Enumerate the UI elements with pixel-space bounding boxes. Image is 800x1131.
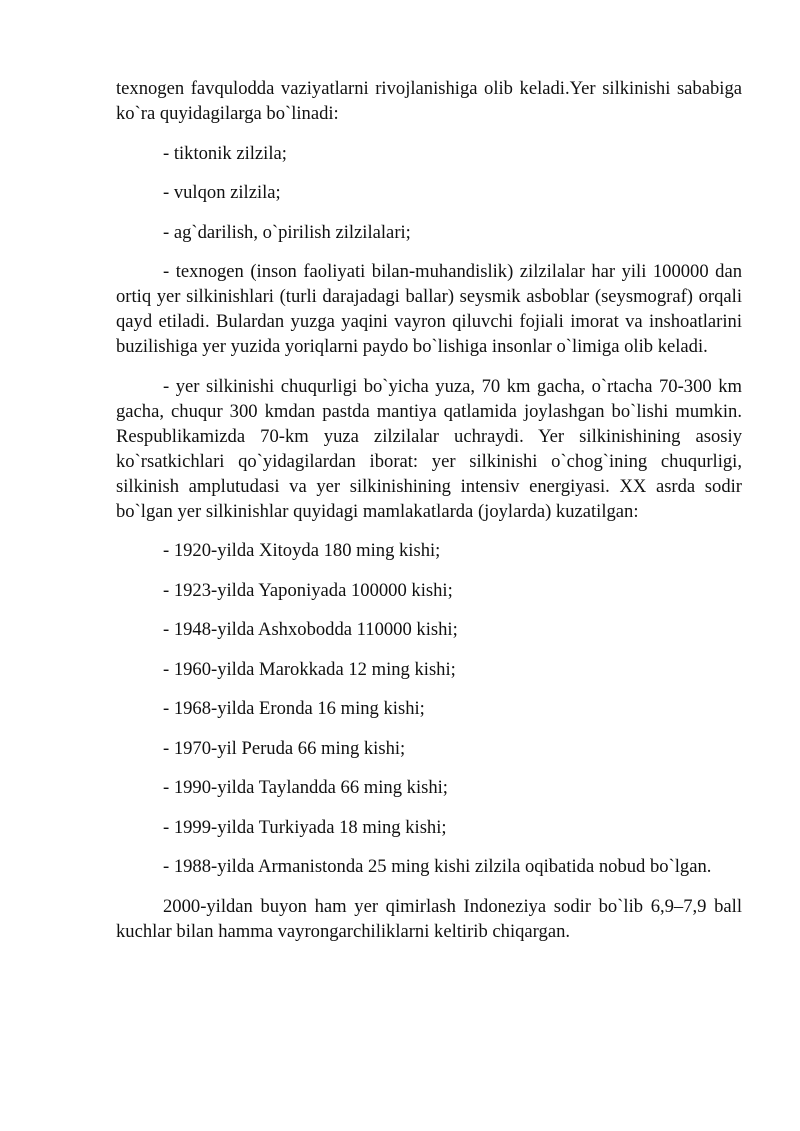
list-item-1960: - 1960-yilda Marokkada 12 ming kishi;	[163, 658, 456, 680]
list-item-tectonic: - tiktonik zilzila;	[163, 142, 287, 164]
list-item-depth: - yer silkinishi chuqurligi bo`yicha yuza, 70 km gacha, o`rtacha 70-300 km gacha, chuqur 300 kmdan pastda mantiya qatlamida joylashgan bo`lishi mumkin. Respublikamizda 70-km yuza zilzilalar uchraydi. Yer silkinishining asosiy ko`rsatkichlari qo`yidagilardan iborat: yer silkinishi o`chog`ining chuqurligi, silkinish amplutudasi va yer silkinishining intensiv energiyasi. XX asrda sodir bo`lgan yer silkinishlar quyidagi mamlakatlarda (joylarda) kuzatilgan:	[116, 375, 742, 522]
list-item-1990: - 1990-yilda Taylandda 66 ming kishi;	[163, 777, 448, 798]
list-item-1999: - 1999-yilda Turkiyada 18 ming kishi;	[163, 816, 447, 838]
list-item-collapse: - ag`darilish, o`pirilish zilzilalari;	[163, 221, 411, 243]
intro-paragraph: texnogen favqulodda vaziyatlarni rivojlanishiga olib keladi.Yer silkinishi sababiga ko`ra quyidagilarga bo`linadi:	[116, 78, 742, 124]
list-item-1968: - 1968-yilda Eronda 16 ming kishi;	[163, 698, 425, 719]
list-item-technogenic: - texnogen (inson faoliyati bilan-muhandislik) zilzilalar har yili 100000 dan ortiq yer silkinishlari (turli darajadagi ballar) seysmik asboblar (seysmograf) orqali qayd etiladi. Bulardan yuzga yaqini vayron qiluvchi fojiali imorat va inshoatlarini buzilishiga yer yuzida yoriqlarni paydo bo`lishiga insonlar o`limiga olib keladi.	[116, 261, 742, 357]
closing-paragraph: 2000-yildan buyon ham yer qimirlash Indoneziya sodir bo`lib 6,9–7,9 ball kuchlar bilan hamma vayrongarchiliklarni keltirib chiqargan.	[116, 895, 742, 942]
list-item-1970: - 1970-yil Peruda 66 ming kishi;	[163, 737, 406, 759]
list-item-1923: - 1923-yilda Yaponiyada 100000 kishi;	[163, 579, 453, 601]
list-item-1948: - 1948-yilda Ashxobodda 110000 kishi;	[163, 619, 458, 640]
list-item-1920: - 1920-yilda Xitoyda 180 ming kishi;	[163, 540, 441, 561]
list-item-1988: - 1988-yilda Armanistonda 25 ming kishi zilzila oqibatida nobud bo`lgan.	[163, 856, 712, 877]
document-page	[116, 76, 742, 958]
list-item-volcanic: - vulqon zilzila;	[163, 182, 281, 203]
